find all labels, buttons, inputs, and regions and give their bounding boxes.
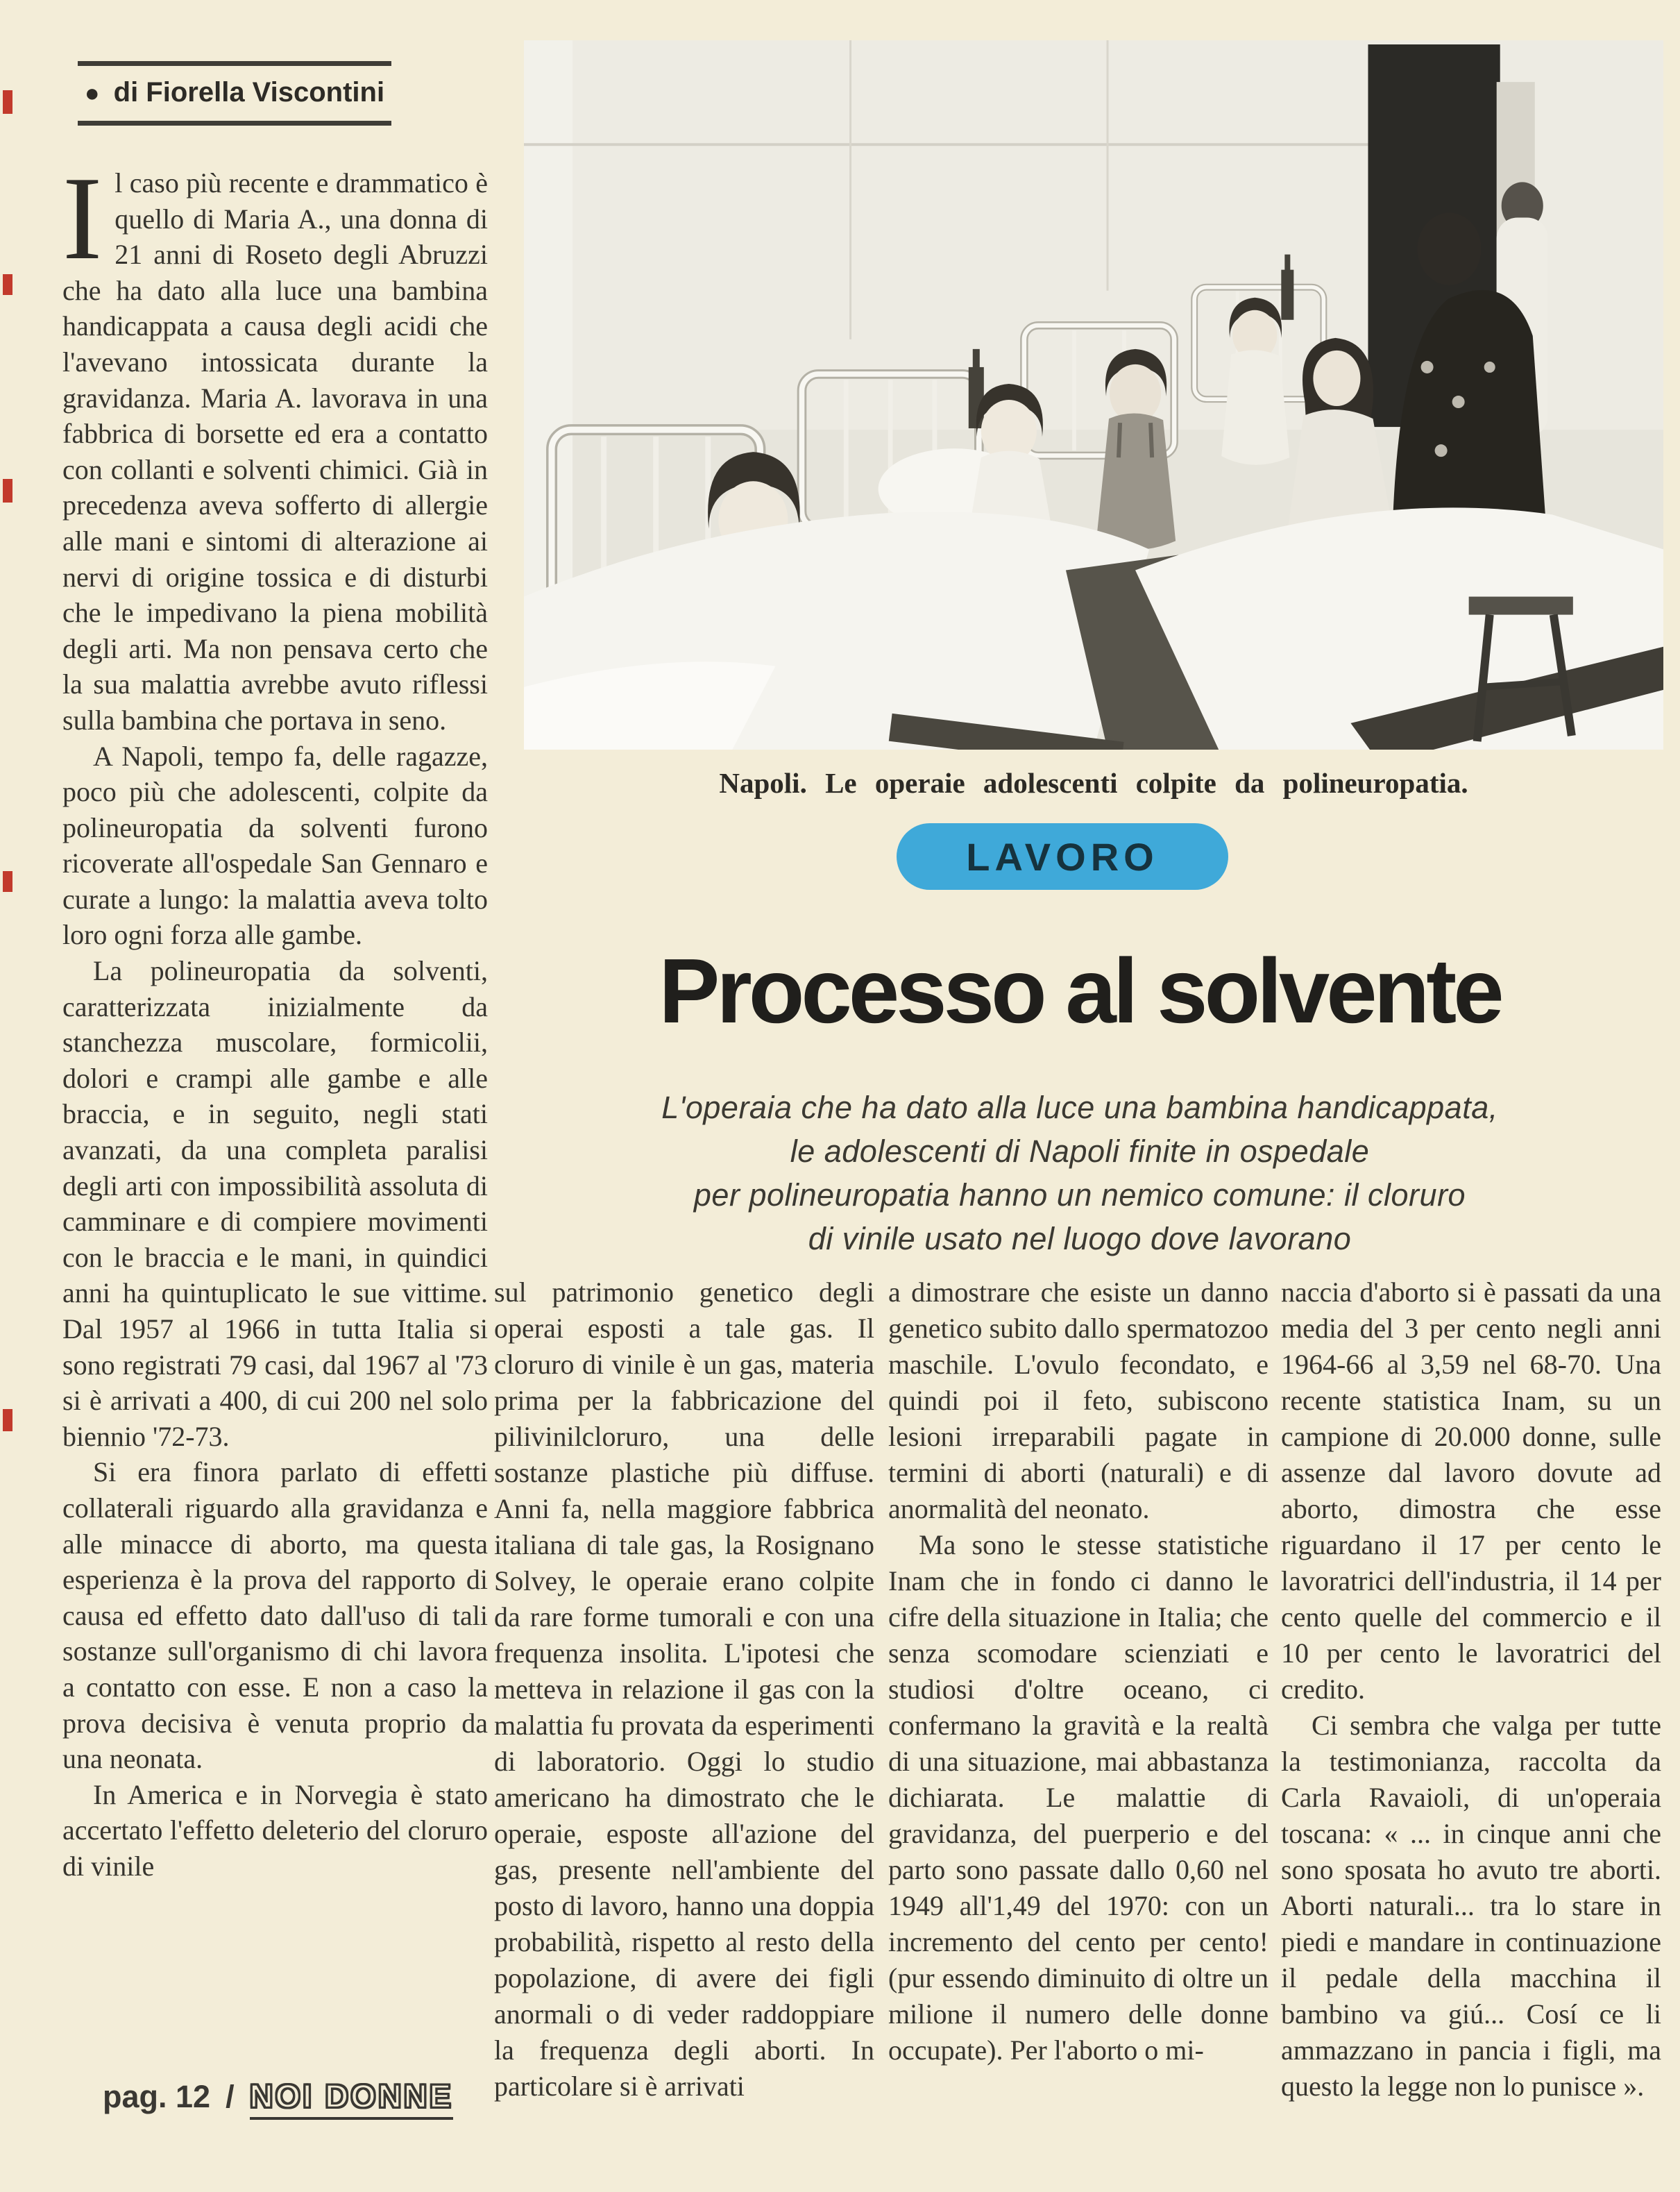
- subtitle-line: di vinile usato nel luogo dove lavorano: [808, 1221, 1352, 1256]
- scan-mark: [3, 871, 12, 892]
- byline-author: di Fiorella Viscontini: [113, 77, 385, 108]
- scan-mark: [3, 1409, 12, 1431]
- paragraph: a dimostrare che esiste un danno genetico subito dallo spermatozoo maschile. L'ovulo fecondato, e quindi poi il feto, subiscono lesioni irreparabili pagate in termini di aborti (naturali) e di anormalità del neonato.: [888, 1276, 1269, 1524]
- drop-cap: I: [62, 153, 103, 285]
- byline: [78, 61, 391, 126]
- subtitle-line: le adolescenti di Napoli finite in ospedale: [790, 1133, 1370, 1169]
- article-title: Processo al solvente: [659, 940, 1501, 1042]
- paragraph: La polineuropatia da solventi, caratterizzata inizialmente da stanchezza muscolare, formicolii, dolori e crampi alle gambe e alle braccia, e in seguito, negli stati avanzati, da una completa paralisi degli arti con impossibilità assoluta di camminare e di compiere movimenti con le braccia e le mani, in quindici anni ha quintuplicato le sue vittime. Dal 1957 al 1966 in tutta Italia si sono registrati 79 casi, dal 1967 al '73 si è arrivati a 400, di cui 200 nel solo biennio '72-73.: [62, 955, 488, 1452]
- paragraph: Ma sono le stesse statistiche Inam che in fondo ci danno le cifre della situazione in Italia; che senza scomodare scienziati e studiosi d'oltre oceano, ci confermano la gravità e la realtà di una situazione, mai abbastanza dichiarata. Le malattie di gravidanza, del puerperio e del parto sono passate dallo 0,60 nel 1949 all'1,49 del 1970: con un incremento del cento per cento! (pur essendo diminuito di oltre un milione il numero delle donne occupate). Per l'aborto o mi-: [888, 1529, 1269, 2066]
- article-subtitle: [507, 1086, 1653, 1261]
- footer-separator: /: [226, 2079, 235, 2114]
- paragraph: Si era finora parlato di effetti collaterali riguardo alla gravidanza e alle minacce di aborto, ma questa esperienza è la prova del rapporto di causa ed effetto dato dall'uso di tali sostanze sull'organismo di chi lavora a contatto con esse. E non a caso la prova decisiva è venuta proprio da una neonata.: [62, 1456, 488, 1775]
- body-column-3: [1281, 1274, 1661, 2105]
- magazine-logo: NOI DONNE: [250, 2077, 453, 2120]
- scan-mark: [3, 479, 12, 503]
- scan-mark: [3, 90, 12, 114]
- subtitle-line: L'operaia che ha dato alla luce una bambina handicappata,: [661, 1090, 1498, 1125]
- paragraph: In America e in Norvegia è stato accertato l'effetto deleterio del cloruro di vinile: [62, 1778, 488, 1882]
- left-article-column: [62, 153, 488, 1885]
- paragraph: Ci sembra che valga per tutte la testimonianza, raccolta da Carla Ravaioli, di un'operaia toscana: « ... in cinque anni che sono sposata ho avuto tre aborti. Aborti naturali... tra lo stare in piedi e mandare in continuazione il pedale della macchina il bambino va giú... Cosí ce li ammazzano in pancia i figli, ma questo la legge non lo punisce ».: [1281, 1710, 1661, 2102]
- bullet-icon: ●: [84, 78, 100, 107]
- page-footer: [103, 2077, 453, 2120]
- scan-mark: [3, 274, 12, 295]
- section-badge-lavoro: LAVORO: [897, 823, 1228, 890]
- paragraph: A Napoli, tempo fa, delle ragazze, poco più che adolescenti, colpite da polineuropatia da solventi furono ricoverate all'ospedale San Gennaro e curate a lungo: la malattia aveva tolto loro ogni forza alle gambe.: [62, 740, 488, 951]
- paragraph: naccia d'aborto si è passati da una media del 3 per cento negli anni 1964-66 al 3,59 nel 68-70. Una recente statistica Inam, su un campione di 20.000 donne, sulle assenze dal lavoro dovute ad aborto, dimostra che esse riguardano il 17 per cento le lavoratrici dell'industria, il 14 per cento quelle del commercio e il 10 per cento le lavoratrici del credito.: [1281, 1276, 1661, 1705]
- body-column-1: [494, 1274, 874, 2105]
- photo-caption: Napoli. Le operaie adolescenti colpite da polineuropatia.: [719, 767, 1468, 799]
- ward-photo-illustration: [524, 40, 1663, 750]
- paragraph: sul patrimonio genetico degli operai esposti a tale gas. Il cloruro di vinile è un gas, materia prima per la fabbricazione del pilivinilcloruro, una delle sostanze plastiche più diffuse. Anni fa, nella maggiore fabbrica italiana di tale gas, la Rosignano Solvey, le operaie erano colpite da rare forme tumorali e con una frequenza insolita. L'ipotesi che metteva in relazione il gas con la malattia fu provata da esperimenti di laboratorio. Oggi lo studio americano ha dimostrato che le operaie, esposte all'azione del gas, presente nell'ambiente del posto di lavoro, hanno una doppia probabilità, rispetto al resto della popolazione, di avere dei figli anormali o di veder raddoppiare la frequenza degli aborti. In particolare si è arrivati: [494, 1276, 874, 2102]
- subtitle-line: per polineuropatia hanno un nemico comune: il cloruro: [693, 1177, 1466, 1213]
- hospital-ward-photo: [524, 40, 1663, 750]
- paragraph: Il caso più recente e drammatico è quello di Maria A., una donna di 21 anni di Roseto degli Abruzzi che ha dato alla luce una bambina handicappata a causa degli acidi che l'avevano intossicata durante la gravidanza. Maria A. lavorava in una fabbrica di borsette ed era a contatto con collanti e solventi chimici. Già in precedenza aveva sofferto di allergie alle mani e sintomi di alterazione ai nervi di origine tossica e di disturbi che le impedivano la piena mobilità degli arti. Ma non pensava certo che la sua malattia avrebbe avuto riflessi sulla bambina che portava in seno.: [62, 153, 488, 736]
- page-number: pag. 12: [103, 2079, 211, 2114]
- body-column-2: [888, 1274, 1269, 2068]
